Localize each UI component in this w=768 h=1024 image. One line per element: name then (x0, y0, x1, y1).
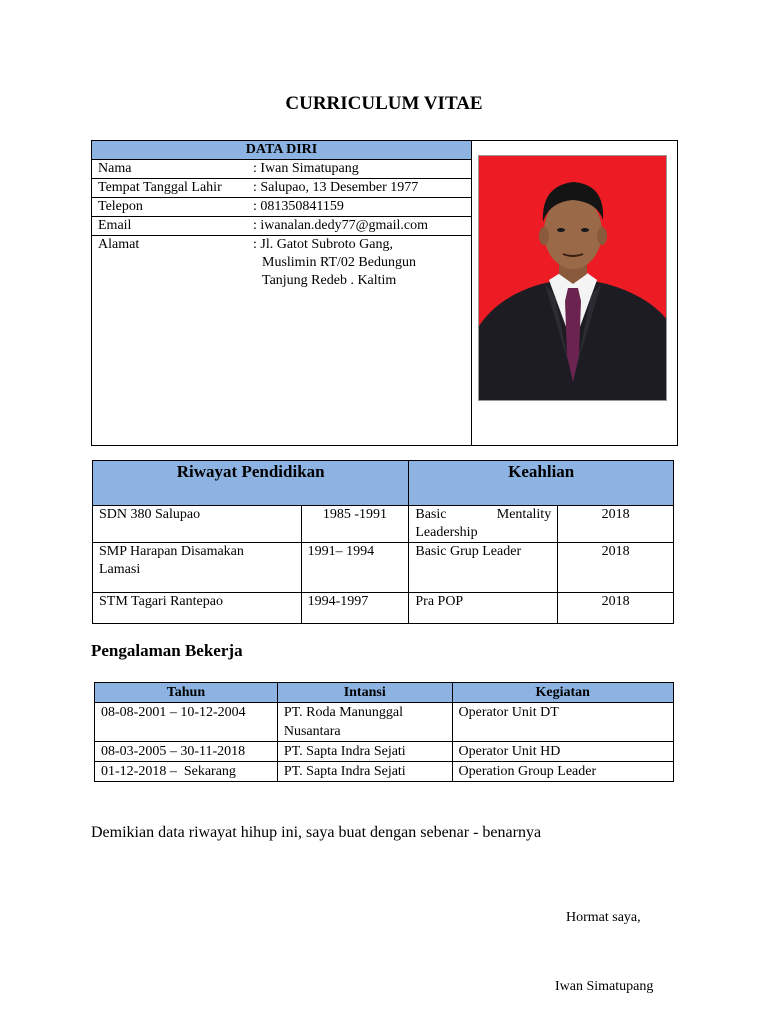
signature-name: Iwan Simatupang (555, 979, 654, 994)
school-line-2: Lamasi (99, 562, 141, 577)
pendidikan-heading: Riwayat Pendidikan (93, 461, 409, 506)
school-cell: STM Tagari Rantepao (93, 593, 302, 624)
person-portrait-icon (479, 156, 667, 401)
value-telepon: : 081350841159 (253, 199, 344, 214)
label-telepon: Telepon (98, 199, 143, 214)
data-diri-table (92, 141, 471, 296)
data-diri-row-ttl (92, 179, 471, 198)
page-title: CURRICULUM VITAE (285, 93, 483, 114)
education-header-row (93, 461, 674, 506)
table-row (93, 593, 674, 624)
years-cell: 1994-1997 (301, 593, 409, 624)
skill-word-2: Mentality (496, 507, 552, 522)
skill-year-cell: 2018 (558, 593, 674, 624)
data-diri-row-nama (92, 160, 471, 179)
data-diri-row-telepon (92, 198, 471, 217)
intansi-cell: PT. Sapta Indra Sejati (277, 742, 452, 762)
skill-cell (409, 506, 558, 543)
kegiatan-cell: Operator Unit HD (452, 742, 673, 762)
intansi-line-1: PT. Roda Manunggal (283, 705, 403, 720)
alamat-line-2: Muslimin RT/02 Bedungun (262, 255, 416, 270)
label-alamat: Alamat (98, 237, 140, 252)
col-kegiatan: Kegiatan (452, 683, 673, 703)
experience-heading: Pengalaman Bekerja (91, 641, 243, 660)
data-diri-heading: DATA DIRI (92, 141, 471, 160)
school-cell: SDN 380 Salupao (93, 506, 302, 543)
value-ttl: : Salupao, 13 Desember 1977 (253, 180, 419, 195)
education-skills-table (92, 460, 674, 624)
skill-line-2: Leadership (415, 525, 478, 540)
data-diri-divider (471, 141, 472, 445)
table-row (93, 506, 674, 543)
alamat-line-3: Tanjung Redeb . Kaltim (262, 273, 397, 288)
closing-statement: Demikian data riwayat hihup ini, saya buat dengan sebenar - benarnya (91, 824, 542, 841)
tahun-cell: 08-08-2001 – 10-12-2004 (95, 703, 278, 742)
regards-text: Hormat saya, (566, 910, 641, 925)
kegiatan-cell: Operator Unit DT (452, 703, 673, 742)
experience-header-row (95, 683, 674, 703)
col-tahun: Tahun (95, 683, 278, 703)
tahun-cell: 01-12-2018 – Sekarang (95, 762, 278, 782)
school-cell (93, 543, 302, 593)
intansi-line-2: Nusantara (283, 724, 341, 739)
experience-table (94, 682, 674, 782)
intansi-cell (277, 703, 452, 742)
table-row (95, 742, 674, 762)
years-cell: 1985 -1991 (301, 506, 409, 543)
kegiatan-cell: Operation Group Leader (452, 762, 673, 782)
value-alamat (253, 236, 416, 290)
profile-photo (478, 155, 667, 401)
skill-year-cell: 2018 (558, 506, 674, 543)
intansi-cell: PT. Sapta Indra Sejati (277, 762, 452, 782)
skill-cell: Pra POP (409, 593, 558, 624)
value-nama: : Iwan Simatupang (253, 161, 359, 176)
skill-year-cell: 2018 (558, 543, 674, 593)
data-diri-row-email (92, 217, 471, 236)
school-line-1: SMP Harapan Disamakan (99, 544, 244, 559)
years-cell: 1991– 1994 (301, 543, 409, 593)
table-row (95, 762, 674, 782)
tahun-cell: 08-03-2005 – 30-11-2018 (95, 742, 278, 762)
col-intansi: Intansi (277, 683, 452, 703)
label-nama: Nama (98, 161, 132, 176)
label-email: Email (98, 218, 132, 233)
table-row (93, 543, 674, 593)
table-row (95, 703, 674, 742)
alamat-line-1: : Jl. Gatot Subroto Gang, (253, 237, 393, 252)
keahlian-heading: Keahlian (409, 461, 674, 506)
label-ttl: Tempat Tanggal Lahir (98, 180, 222, 195)
skill-cell: Basic Grup Leader (409, 543, 558, 593)
value-email: : iwanalan.dedy77@gmail.com (253, 218, 429, 233)
skill-line-1 (415, 506, 551, 524)
data-diri-row-alamat (92, 236, 471, 296)
skill-word-1: Basic (415, 507, 447, 522)
